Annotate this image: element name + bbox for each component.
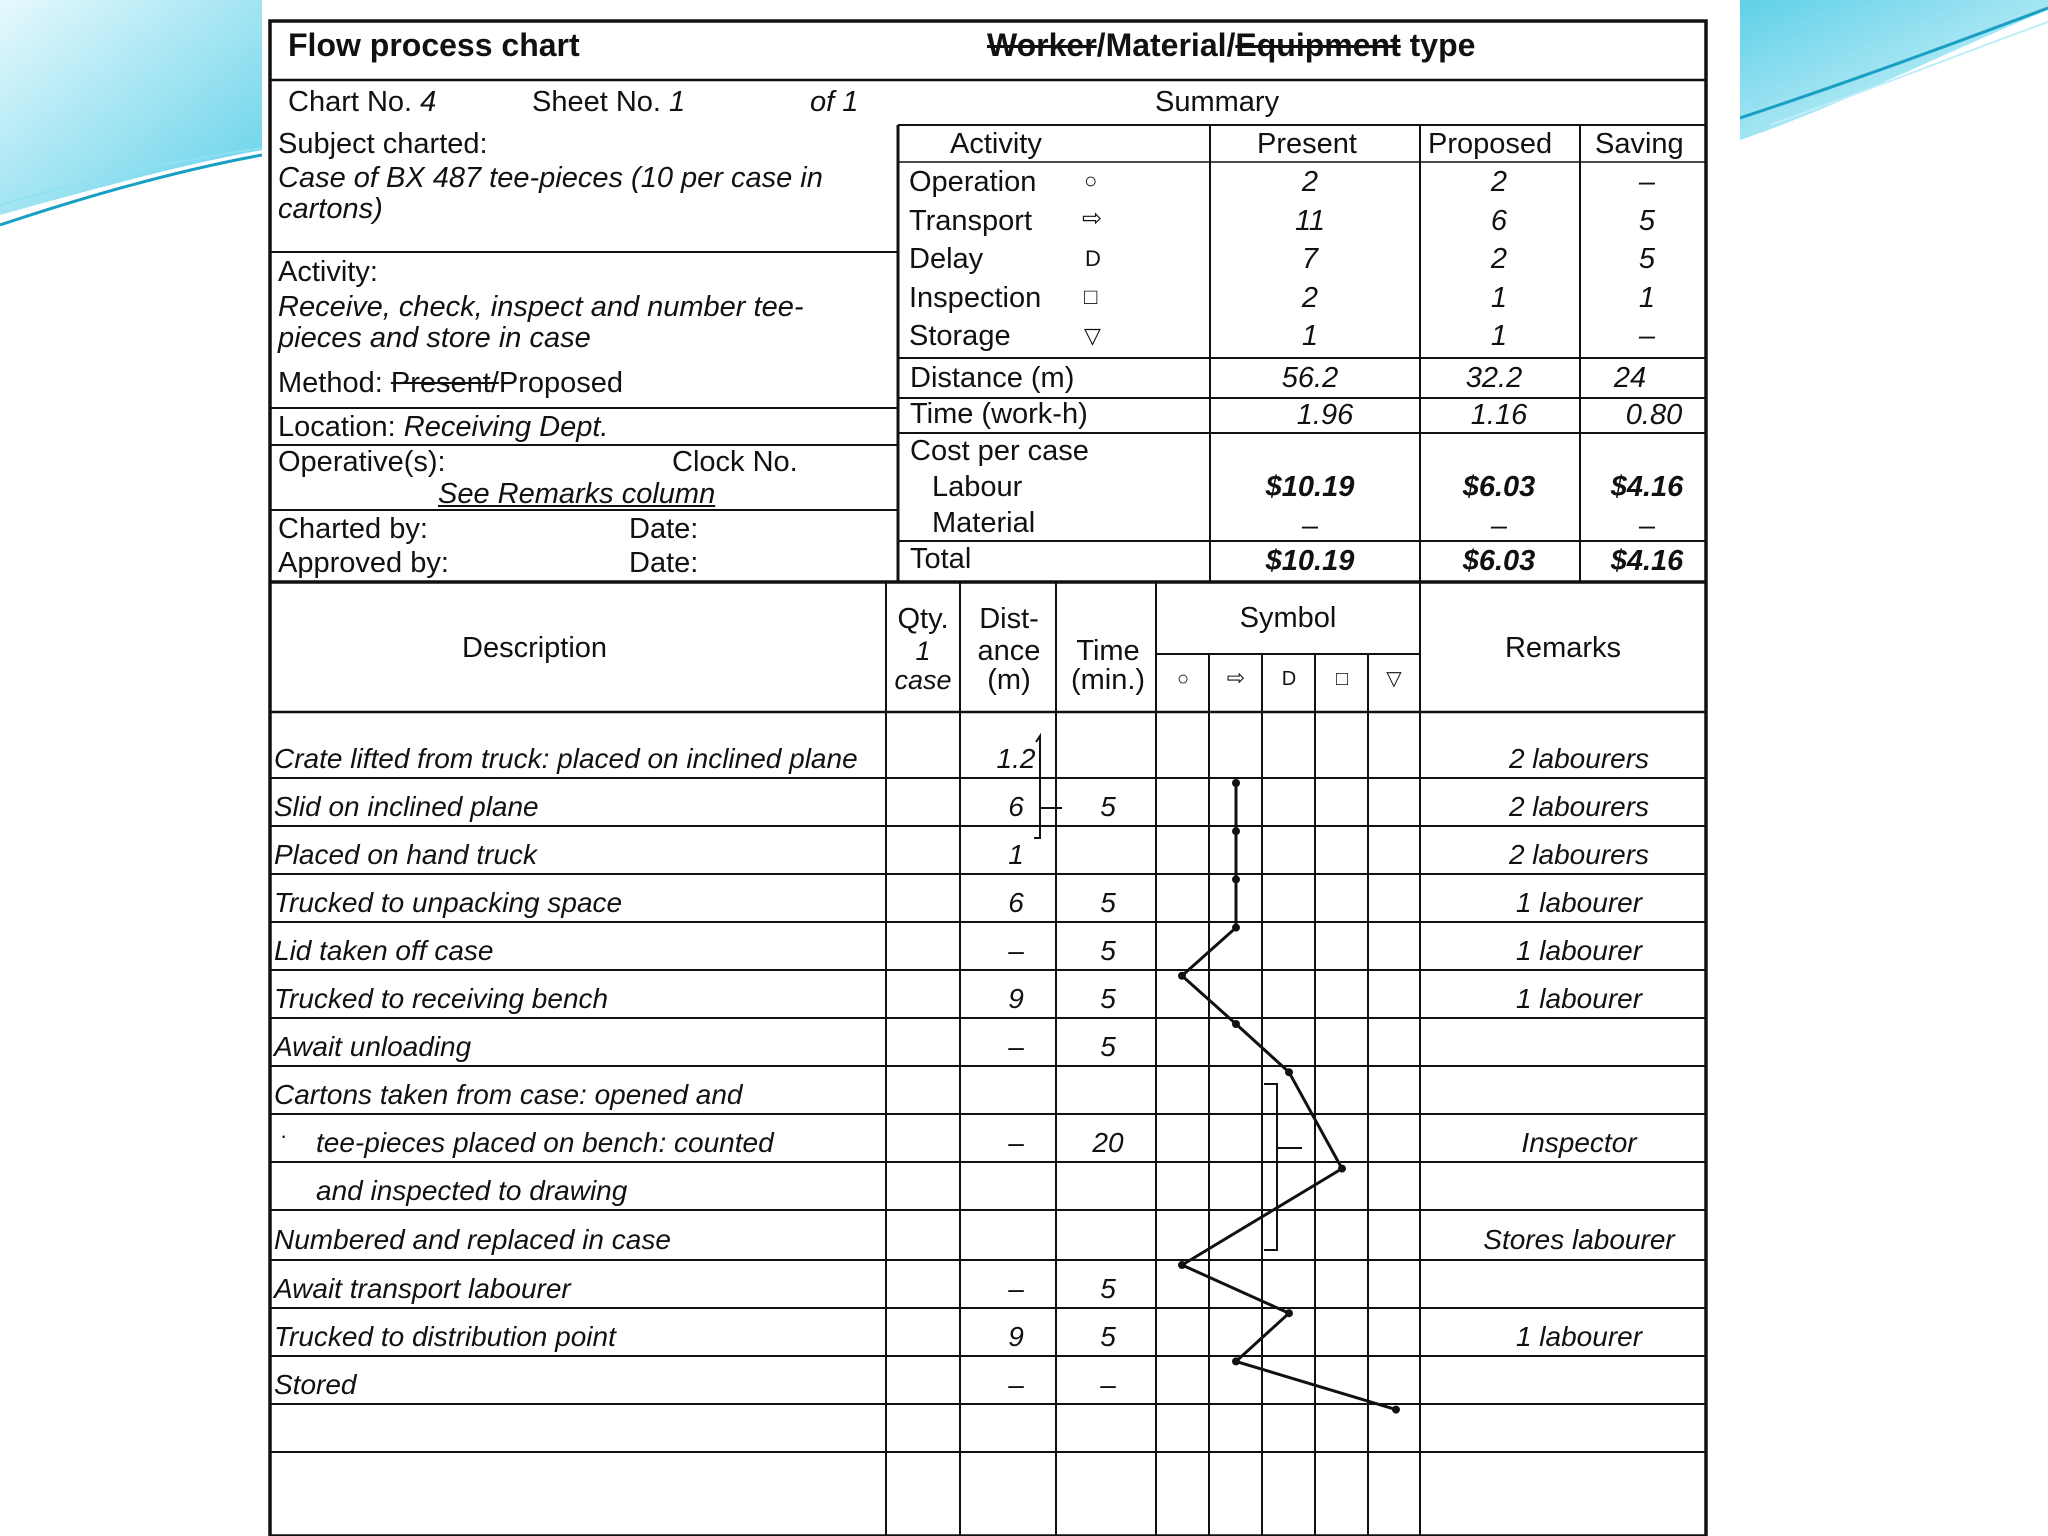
- col-qty-header-3: case: [894, 665, 952, 695]
- row-description: tee-pieces placed on bench: counted: [316, 1127, 774, 1158]
- flow-point: [1232, 1020, 1240, 1028]
- col-qty-header-1: Qty.: [897, 603, 949, 635]
- row-description: Trucked to receiving bench: [274, 983, 609, 1014]
- summary-proposed: 2: [1490, 243, 1508, 275]
- subject-line-1: Case of BX 487 tee-pieces (10 per case in: [278, 162, 823, 194]
- symbol-triangle-icon: ▽: [1386, 668, 1402, 690]
- charted-date-label: Date:: [629, 513, 699, 545]
- location: [278, 413, 608, 442]
- top-right-swoosh: [1740, 0, 2048, 145]
- summary-row-label: Inspection: [909, 282, 1042, 314]
- row-bullet-marker: ·: [280, 1123, 288, 1148]
- row-distance: –: [1008, 1127, 1024, 1158]
- chart-no-label: Chart No.: [288, 86, 413, 118]
- summary-row-label: Delay: [909, 243, 984, 275]
- row-description: Cartons taken from case: opened and: [274, 1079, 743, 1110]
- chart-no: [288, 88, 436, 117]
- row-remarks: 1 labourer: [1515, 1321, 1643, 1352]
- row-description: Slid on inclined plane: [274, 791, 539, 822]
- row-description: and inspected to drawing: [316, 1175, 628, 1206]
- summary-saving: 5: [1638, 243, 1656, 275]
- symbol-delay-icon: D: [1281, 668, 1297, 690]
- row-remarks: Stores labourer: [1483, 1224, 1675, 1255]
- total-present: $10.19: [1265, 545, 1355, 577]
- activity-label: Activity:: [278, 256, 378, 288]
- clock-no-label: Clock No.: [672, 446, 798, 478]
- symbol-square-icon: □: [1335, 668, 1349, 690]
- type-suffix: type: [1400, 27, 1476, 63]
- distance-saving: 24: [1613, 362, 1647, 394]
- flow-point: [1232, 1357, 1240, 1365]
- row-time: –: [1100, 1369, 1116, 1400]
- flow-process-chart-sheet: [262, 0, 1712, 1536]
- row-distance: 6: [1008, 887, 1024, 918]
- sheet-no-value: 1: [669, 86, 686, 118]
- material-proposed: –: [1490, 510, 1508, 542]
- of-value: 1: [842, 86, 859, 118]
- col-remarks-header: Remarks: [1504, 632, 1622, 664]
- col-distance-header-3: (m): [987, 664, 1031, 696]
- flow-point: [1178, 972, 1186, 980]
- method-label: Method:: [278, 367, 383, 399]
- row-description: Stored: [274, 1369, 357, 1400]
- summary-proposed: 2: [1490, 166, 1508, 198]
- charted-by-label: Charted by:: [278, 513, 428, 545]
- distance-present: 56.2: [1281, 362, 1339, 394]
- col-time-header-1: Time: [1076, 635, 1140, 667]
- summary-saving: 1: [1638, 282, 1656, 314]
- row-remarks: 2 labourers: [1508, 743, 1650, 774]
- row-distance: 1: [1008, 839, 1024, 870]
- time-saving: 0.80: [1625, 399, 1683, 431]
- summary-row-label: Transport: [909, 205, 1033, 237]
- col-qty-header-2: 1: [915, 636, 931, 666]
- top-left-swoosh: [0, 0, 262, 240]
- delay-d-icon: D: [1085, 246, 1101, 271]
- type-equipment-struck: Equipment: [1235, 27, 1401, 63]
- location-value: Receiving Dept.: [403, 411, 609, 443]
- row-remarks: 2 labourers: [1508, 839, 1650, 870]
- col-distance-header-2: ance: [977, 635, 1041, 667]
- of-label: of: [810, 86, 835, 118]
- summary-saving: –: [1638, 166, 1656, 198]
- material-saving: –: [1638, 510, 1656, 542]
- col-time-header-2: (min.): [1070, 664, 1146, 696]
- row-time: 5: [1100, 983, 1116, 1014]
- row-description: Placed on hand truck: [274, 839, 538, 870]
- sheet-no: [532, 88, 685, 117]
- row-description: Lid taken off case: [274, 935, 494, 966]
- summary-col-saving: Saving: [1595, 128, 1684, 160]
- row-distance: –: [1008, 1369, 1024, 1400]
- labour-proposed: $6.03: [1462, 471, 1536, 503]
- operatives-value: See Remarks column: [438, 478, 716, 510]
- inspection-square-icon: □: [1084, 284, 1098, 309]
- total-saving: $4.16: [1610, 545, 1684, 577]
- row-time: 5: [1100, 1031, 1116, 1062]
- type-material: /Material/: [1096, 27, 1236, 63]
- flow-point: [1232, 924, 1240, 932]
- row-description: Await unloading: [274, 1031, 472, 1062]
- flow-point: [1338, 1165, 1346, 1173]
- transport-arrow-icon: ⇨: [1082, 205, 1103, 232]
- time-present: 1.96: [1296, 399, 1354, 431]
- row-remarks: Inspector: [1521, 1127, 1637, 1158]
- row-time: 20: [1092, 1127, 1124, 1158]
- row-description: Trucked to distribution point: [274, 1321, 616, 1352]
- summary-row-label: Storage: [909, 320, 1011, 352]
- time-proposed: 1.16: [1470, 399, 1528, 431]
- method-struck: Present/: [390, 367, 499, 399]
- summary-proposed: 6: [1490, 205, 1508, 237]
- summary-present: 2: [1301, 166, 1319, 198]
- sheet-of: [810, 88, 858, 117]
- row-distance: 6: [1008, 791, 1024, 822]
- row-time: 5: [1100, 1321, 1116, 1352]
- flow-point: [1232, 827, 1240, 835]
- approved-by-label: Approved by:: [278, 547, 449, 579]
- storage-triangle-icon: ▽: [1084, 323, 1101, 348]
- col-symbol-header: Symbol: [1239, 602, 1337, 634]
- method-value: Proposed: [498, 367, 624, 399]
- flow-point: [1232, 875, 1240, 883]
- summary-present: 11: [1294, 205, 1326, 237]
- row-time: 5: [1100, 791, 1116, 822]
- time-label: Time (work-h): [910, 398, 1088, 430]
- row-description: Await transport labourer: [274, 1273, 571, 1304]
- chart-type-label: [987, 29, 1475, 61]
- row-distance: –: [1008, 1273, 1024, 1304]
- symbol-arrow-icon: ⇨: [1226, 665, 1246, 690]
- flow-point: [1178, 1261, 1186, 1269]
- total-proposed: $6.03: [1462, 545, 1536, 577]
- location-label: Location:: [278, 411, 396, 443]
- row-description: Trucked to unpacking space: [274, 887, 623, 918]
- distance-label: Distance (m): [910, 362, 1075, 394]
- approved-date-label: Date:: [629, 547, 699, 579]
- symbol-circle-icon: ○: [1176, 668, 1190, 690]
- row-remarks: 1 labourer: [1515, 887, 1643, 918]
- flow-point: [1285, 1068, 1293, 1076]
- summary-present: 1: [1301, 320, 1319, 352]
- row-distance: 9: [1008, 983, 1024, 1014]
- summary-proposed: 1: [1490, 282, 1508, 314]
- summary-col-activity: Activity: [950, 128, 1042, 160]
- row-remarks: 1 labourer: [1515, 983, 1643, 1014]
- summary-col-present: Present: [1257, 128, 1357, 160]
- row-description: Crate lifted from truck: placed on inclined plane: [274, 743, 858, 774]
- summary-col-proposed: Proposed: [1428, 128, 1553, 160]
- total-label: Total: [910, 543, 972, 575]
- summary-saving: –: [1638, 320, 1656, 352]
- row-distance: 1.2: [996, 743, 1036, 774]
- chart-no-value: 4: [420, 86, 437, 118]
- row-distance: –: [1008, 935, 1024, 966]
- summary-saving: 5: [1638, 205, 1656, 237]
- row-distance: –: [1008, 1031, 1024, 1062]
- labour-present: $10.19: [1265, 471, 1355, 503]
- distance-proposed: 32.2: [1465, 362, 1523, 394]
- operatives-label: Operative(s):: [278, 446, 446, 478]
- summary-row-label: Operation: [909, 166, 1037, 198]
- row-time: 5: [1100, 887, 1116, 918]
- subject-line-2: cartons): [278, 193, 383, 225]
- subject-label: Subject charted:: [278, 128, 488, 160]
- flow-point: [1392, 1406, 1400, 1414]
- sheet-no-label: Sheet No.: [532, 86, 661, 118]
- summary-proposed: 1: [1490, 320, 1508, 352]
- material-present: –: [1301, 510, 1319, 542]
- row-distance: 9: [1008, 1321, 1024, 1352]
- summary-present: 7: [1301, 243, 1319, 275]
- type-worker-struck: Worker: [987, 27, 1097, 63]
- labour-saving: $4.16: [1610, 471, 1684, 503]
- flow-point: [1285, 1309, 1293, 1317]
- col-distance-header-1: Dist-: [979, 603, 1039, 635]
- row-time: 5: [1100, 1273, 1116, 1304]
- cost-per-case-label: Cost per case: [910, 435, 1089, 467]
- labour-label: Labour: [932, 471, 1023, 503]
- col-description-header: Description: [462, 632, 608, 664]
- summary-present: 2: [1301, 282, 1319, 314]
- row-remarks: 1 labourer: [1515, 935, 1643, 966]
- row-time: 5: [1100, 935, 1116, 966]
- activity-line-1: Receive, check, inspect and number tee-: [278, 291, 804, 323]
- method: [278, 369, 623, 398]
- row-remarks: 2 labourers: [1508, 791, 1650, 822]
- row-description: Numbered and replaced in case: [274, 1224, 671, 1255]
- summary-label: Summary: [1155, 86, 1280, 118]
- material-label: Material: [932, 507, 1036, 539]
- circle-icon: ○: [1084, 168, 1098, 193]
- chart-title: Flow process chart: [288, 27, 580, 63]
- activity-line-2: pieces and store in case: [278, 322, 591, 354]
- flow-point: [1232, 779, 1240, 787]
